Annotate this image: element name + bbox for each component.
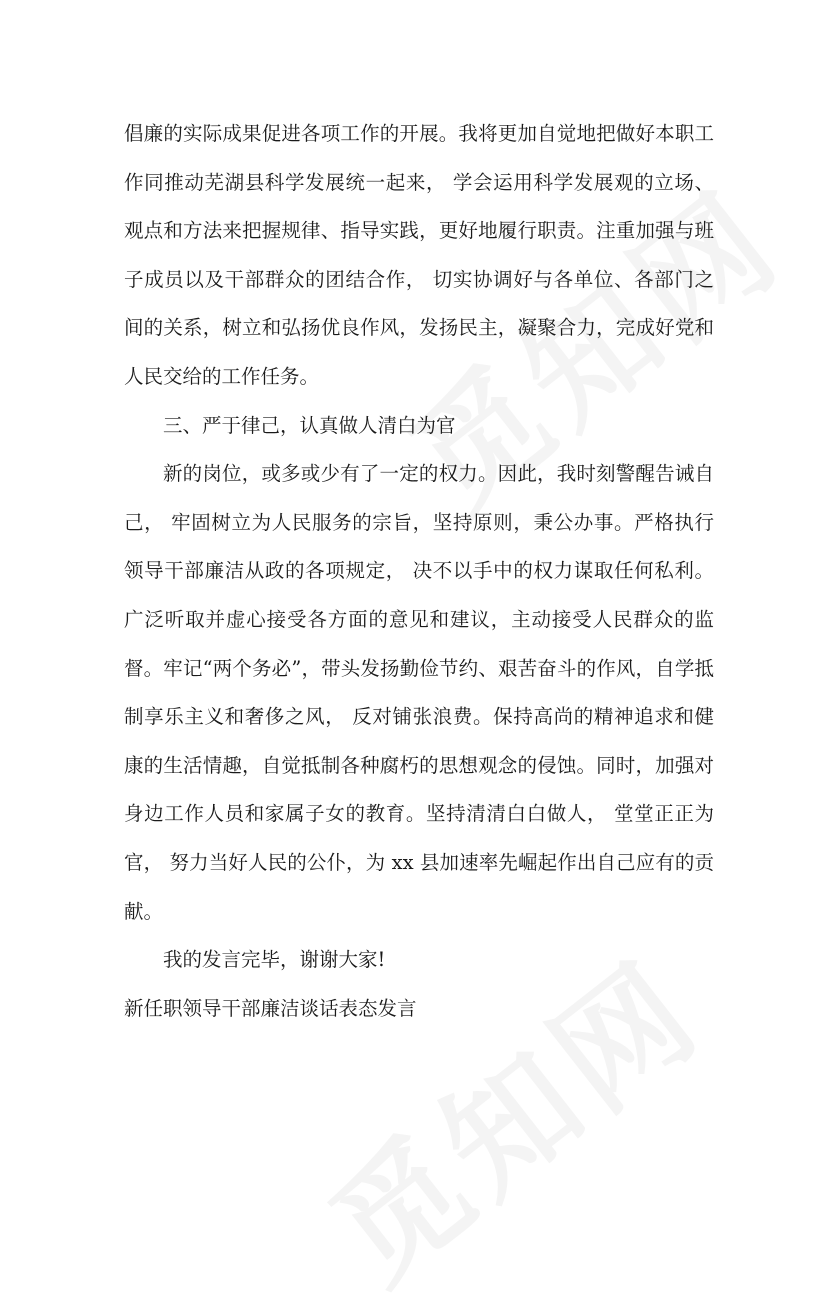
paragraph-continuation: 倡廉的实际成果促进各项工作的开展。我将更加自觉地把做好本职工作同推动芜湖县科学发展统一起来， 学会运用科学发展观的立场、观点和方法来把握规律、指导实践，更好地履行职责。注重加强与班子成员以及干部群众的团结合作， 切实协调好与各单位、各部门之间的关系，树立和弘扬优良作风，发扬民主，凝聚合力，完成好党和人民交给的工作任务。 (124, 122, 714, 388)
document-body (124, 110, 714, 1033)
paragraph-body: 新的岗位，或多或少有了一定的权力。因此，我时刻警醒告诫自己， 牢固树立为人民服务的宗旨，坚持原则，秉公办事。严格执行领导干部廉洁从政的各项规定， 决不以手中的权力谋取任何私利。广泛听取并虚心接受各方面的意见和建议，主动接受人民群众的监督。牢记“两个务必”，带头发扬勤俭节约、艰苦奋斗的作风，自学抵制享乐主义和奢侈之风， 反对铺张浪费。保持高尚的精神追求和健康的生活情趣，自觉抵制各种腐朽的思想观念的侵蚀。同时，加强对身边工作人员和家属子女的教育。坚持清清白白做人， 堂堂正正为官， 努力当好人民的公仆，为 xx 县加速率先崛起作出自己应有的贡献。 (124, 462, 714, 923)
next-document-title: 新任职领导干部廉洁谈话表态发言 (124, 996, 417, 1020)
section-heading: 三、严于律己，认真做人清白为官 (163, 413, 456, 437)
paragraph-closing: 我的发言完毕，谢谢大家! (163, 948, 386, 972)
